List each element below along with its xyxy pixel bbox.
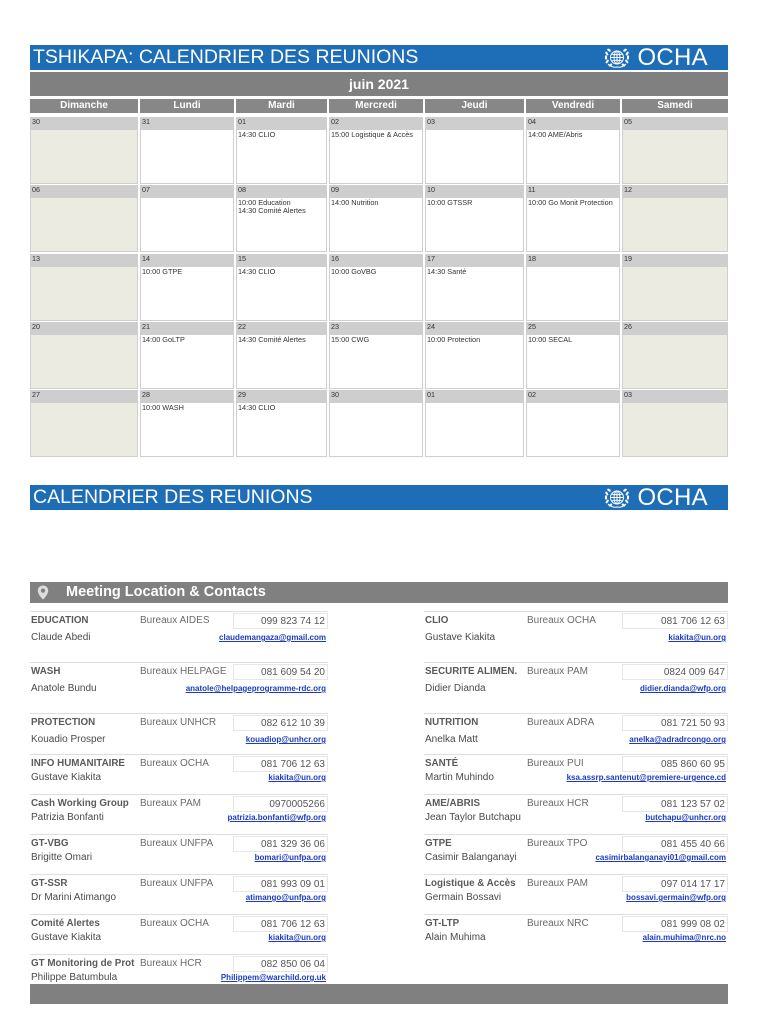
contact-email-link[interactable]: bossavi.germain@wfp.org: [626, 893, 726, 902]
calendar-day: [140, 117, 234, 184]
contact-office: Bureaux UNFPA: [140, 878, 214, 889]
calendar-week: [30, 390, 728, 457]
contact-entry: [424, 611, 728, 662]
day-events: [622, 403, 728, 457]
contact-group-name: GTPE: [425, 838, 452, 849]
contact-phone: 081 455 40 66: [622, 836, 728, 852]
meeting-entry: 10:00 WASH: [142, 403, 184, 413]
contact-person: Germain Bossavi: [425, 892, 502, 903]
contact-phone: 085 860 60 95: [622, 756, 728, 772]
meeting-entry: 10:00 Go Monit Protection: [528, 198, 613, 208]
contact-group-name: PROTECTION: [31, 717, 96, 728]
meeting-entry: 15:00 Logistique & Accès: [331, 130, 413, 139]
month-label: juin 2021: [30, 72, 728, 96]
meeting-entry: 14:00 Nutrition: [331, 198, 379, 208]
contacts-header: [30, 582, 728, 603]
contact-phone: 081 706 12 63: [622, 613, 728, 629]
meeting-entry: 10:00 Education: [238, 198, 291, 208]
calendar-day: [140, 185, 234, 252]
contact-group-name: EDUCATION: [31, 615, 89, 626]
day-number: 13: [30, 254, 138, 267]
contact-phone: 081 999 08 02: [622, 916, 728, 932]
contact-email-link[interactable]: bomari@unfpa.org: [254, 853, 326, 862]
meeting-entry: 14:00 GoLTP: [142, 334, 185, 344]
logo-text: OCHA: [637, 44, 708, 71]
contact-phone: 081 329 36 06: [233, 836, 328, 852]
contact-phone: 081 609 54 20: [233, 664, 328, 680]
contact-entry: [30, 662, 328, 713]
day-number: 24: [425, 322, 524, 335]
contact-group-name: SECURITE ALIMEN.: [425, 666, 518, 677]
meeting-entry: 14:00 AME/Abris: [528, 130, 583, 139]
title-banner: [30, 45, 728, 70]
day-events: [236, 267, 327, 321]
contact-office: Bureaux PUI: [527, 758, 584, 769]
day-events: [30, 198, 138, 252]
contact-email-link[interactable]: kouadiop@unhcr.org: [245, 735, 326, 744]
contact-group-name: GT-LTP: [425, 918, 460, 929]
contact-person: Gustave Kiakita: [425, 632, 496, 643]
calendar-day: [236, 185, 327, 252]
contact-entry: [30, 754, 328, 794]
day-number: 12: [622, 185, 728, 198]
calendar-day: [140, 254, 234, 321]
contact-entry: [424, 874, 728, 914]
calendar-day: [329, 185, 423, 252]
contact-office: Bureaux NRC: [527, 918, 589, 929]
calendar-day: [30, 117, 138, 184]
weekday-monday: Lundi: [140, 99, 234, 113]
calendar-day: [329, 322, 423, 389]
calendar-day: [425, 185, 524, 252]
map-pin-icon: [37, 585, 49, 600]
day-number: 03: [425, 117, 524, 130]
calendar-day: [329, 254, 423, 321]
contact-group-name: NUTRITION: [425, 717, 479, 728]
day-events: [329, 335, 423, 389]
meeting-entry: 14:30 Comité Alertes: [238, 206, 306, 216]
day-number: 20: [30, 322, 138, 335]
day-number: 30: [30, 117, 138, 130]
calendar-day: [425, 322, 524, 389]
calendar-week: [30, 185, 728, 252]
contact-phone: 081 706 12 63: [233, 756, 328, 772]
day-events: [329, 267, 423, 321]
calendar-day: [236, 390, 327, 457]
calendar-day: [622, 117, 728, 184]
contact-group-name: SANTÉ: [425, 758, 459, 769]
calendar-day: [329, 390, 423, 457]
day-events: [622, 267, 728, 321]
contacts-right-column: [424, 611, 728, 983]
contact-office: Bureaux OCHA: [527, 615, 596, 626]
day-events: [140, 335, 234, 389]
contact-email-link[interactable]: kiakita@un.org: [268, 773, 326, 782]
day-number: 02: [329, 117, 423, 130]
day-events: [425, 130, 524, 184]
calendar-day: [526, 390, 620, 457]
contact-office: Bureaux UNFPA: [140, 838, 214, 849]
day-events: [30, 335, 138, 389]
day-events: [425, 267, 524, 321]
contact-office: Bureaux TPO: [527, 838, 588, 849]
contact-office: Bureaux PAM: [527, 878, 588, 889]
second-title-banner: [30, 485, 728, 510]
weekday-header: [30, 99, 728, 113]
day-number: 30: [329, 390, 423, 403]
contact-email-link[interactable]: kiakita@un.org: [668, 633, 726, 642]
contact-entry: [30, 874, 328, 914]
day-events: [526, 130, 620, 184]
calendar-day: [30, 254, 138, 321]
contact-group-name: AME/ABRIS: [425, 798, 480, 809]
contact-phone: 081 123 57 02: [622, 796, 728, 812]
calendar-week: [30, 322, 728, 389]
contact-entry: [424, 914, 728, 954]
weekday-sunday: Dimanche: [30, 99, 138, 113]
calendar-day: [622, 322, 728, 389]
calendar-day: [622, 185, 728, 252]
contact-office: Bureaux HCR: [140, 958, 202, 969]
contact-email-link[interactable]: anelka@adradrcongo.org: [629, 735, 726, 744]
day-events: [526, 335, 620, 389]
day-number: 16: [329, 254, 423, 267]
un-emblem-icon: [602, 486, 632, 510]
contact-email-link[interactable]: Philippem@warchild.org.uk: [220, 973, 326, 982]
contact-person: Dr Marini Atimango: [31, 892, 117, 903]
contact-phone: 081 721 50 93: [622, 715, 728, 731]
contact-phone: 097 014 17 17: [622, 876, 728, 892]
meeting-entry: 14:30 CLIO: [238, 403, 276, 413]
calendar-day: [425, 254, 524, 321]
day-number: 02: [526, 390, 620, 403]
day-events: [30, 403, 138, 457]
contact-person: Claude Abedi: [31, 632, 91, 643]
calendar-day: [140, 322, 234, 389]
contact-entry: [30, 914, 328, 954]
contact-email-link[interactable]: ksa.assrp.santenut@premiere-urgence.cd: [566, 773, 726, 782]
contact-person: Patrizia Bonfanti: [31, 812, 104, 823]
second-title: CALENDRIER DES REUNIONS: [33, 486, 313, 508]
meeting-entry: 10:00 SECAL: [528, 334, 573, 344]
contact-office: Bureaux PAM: [140, 798, 201, 809]
day-events: [526, 198, 620, 252]
contact-group-name: Comité Alertes: [31, 918, 100, 929]
calendar-day: [236, 117, 327, 184]
weekday-thursday: Jeudi: [425, 99, 524, 113]
day-events: [30, 130, 138, 184]
contact-email-link[interactable]: didier.dianda@wfp.org: [639, 684, 726, 693]
calendar-day: [30, 322, 138, 389]
day-number: 01: [425, 390, 524, 403]
day-number: 10: [425, 185, 524, 198]
calendar-day: [526, 117, 620, 184]
day-number: 09: [329, 185, 423, 198]
calendar-day: [526, 185, 620, 252]
day-number: 11: [526, 185, 620, 198]
contact-person: Gustave Kiakita: [31, 772, 102, 783]
contact-entry: [424, 834, 728, 874]
calendar-week: [30, 117, 728, 184]
calendar-day: [526, 254, 620, 321]
calendar-day: [236, 254, 327, 321]
contact-entry: [30, 611, 328, 662]
weekday-saturday: Samedi: [622, 99, 728, 113]
calendar-day: [622, 390, 728, 457]
contact-office: Bureaux AIDES: [140, 615, 210, 626]
ocha-logo: [602, 45, 708, 70]
contact-office: Bureaux UNHCR: [140, 717, 217, 728]
day-events: [425, 198, 524, 252]
contact-office: Bureaux HCR: [527, 798, 589, 809]
day-events: [140, 130, 234, 184]
calendar-day: [140, 390, 234, 457]
day-number: 06: [30, 185, 138, 198]
day-number: 14: [140, 254, 234, 267]
contact-group-name: CLIO: [425, 615, 449, 626]
contact-person: Martin Muhindo: [425, 772, 494, 783]
meeting-entry: 14:30 CLIO: [238, 130, 276, 139]
calendar-day: [30, 185, 138, 252]
contact-entry: [30, 834, 328, 874]
day-number: 01: [236, 117, 327, 130]
contact-email-link[interactable]: kiakita@un.org: [268, 933, 326, 942]
contact-person: Kouadio Prosper: [31, 734, 106, 745]
logo-text: OCHA: [637, 484, 708, 511]
calendar-week: [30, 254, 728, 321]
calendar-day: [30, 390, 138, 457]
calendar-day: [329, 117, 423, 184]
day-events: [526, 267, 620, 321]
footer-bar: [30, 984, 728, 1004]
contact-office: Bureaux OCHA: [140, 918, 209, 929]
day-events: [236, 403, 327, 457]
contact-phone: 099 823 74 12: [233, 613, 328, 629]
day-events: [140, 267, 234, 321]
contact-group-name: INFO HUMANITAIRE: [31, 758, 125, 769]
contact-person: Anelka Matt: [425, 734, 478, 745]
ocha-logo: [602, 485, 708, 510]
contact-email-link[interactable]: alain.muhima@nrc.no: [642, 933, 726, 942]
contact-entry: [30, 794, 328, 834]
contacts-heading: Meeting Location & Contacts: [66, 584, 266, 600]
contact-phone: 0824 009 647: [622, 664, 728, 680]
contact-person: Brigitte Omari: [31, 852, 93, 863]
day-number: 19: [622, 254, 728, 267]
calendar-day: [526, 322, 620, 389]
day-events: [622, 335, 728, 389]
contact-person: Alain Muhima: [425, 932, 486, 943]
day-number: 05: [622, 117, 728, 130]
day-events: [140, 198, 234, 252]
contact-office: Bureaux ADRA: [527, 717, 595, 728]
day-number: 15: [236, 254, 327, 267]
contact-office: Bureaux HELPAGE: [140, 666, 227, 677]
day-number: 21: [140, 322, 234, 335]
day-number: 23: [329, 322, 423, 335]
calendar-grid: [30, 117, 728, 458]
day-events: [329, 198, 423, 252]
contact-group-name: Logistique & Accès: [425, 878, 516, 889]
day-number: 29: [236, 390, 327, 403]
day-number: 17: [425, 254, 524, 267]
day-events: [526, 403, 620, 457]
contact-phone: 082 612 10 39: [233, 715, 328, 731]
contact-group-name: Cash Working Group: [31, 798, 129, 809]
un-emblem-icon: [602, 46, 632, 70]
day-number: 03: [622, 390, 728, 403]
contact-group-name: WASH: [31, 666, 61, 677]
contact-phone: 081 993 09 01: [233, 876, 328, 892]
weekday-tuesday: Mardi: [236, 99, 327, 113]
day-events: [622, 198, 728, 252]
contact-office: Bureaux PAM: [527, 666, 588, 677]
meeting-entry: 15:00 CWG: [331, 334, 370, 344]
day-events: [236, 335, 327, 389]
contact-email-link[interactable]: atimango@unfpa.org: [245, 893, 326, 902]
calendar-day: [425, 390, 524, 457]
day-events: [140, 403, 234, 457]
contact-person: Gustave Kiakita: [31, 932, 102, 943]
page-title: TSHIKAPA: CALENDRIER DES REUNIONS: [33, 46, 419, 68]
contact-person: Jean Taylor Butchapu: [425, 812, 521, 823]
contact-phone: 081 706 12 63: [233, 916, 328, 932]
day-number: 28: [140, 390, 234, 403]
contact-person: Anatole Bundu: [31, 683, 97, 694]
meeting-entry: 14:30 Santé: [427, 266, 467, 276]
contact-office: Bureaux OCHA: [140, 758, 209, 769]
contact-person: Casimir Balanganayi: [425, 852, 517, 863]
meeting-entry: 14:30 CLIO: [238, 266, 276, 276]
day-number: 26: [622, 322, 728, 335]
contact-person: Philippe Batumbula: [31, 972, 118, 983]
contact-group-name: GT Monitoring de Prot: [31, 958, 135, 969]
day-events: [329, 403, 423, 457]
day-number: 31: [140, 117, 234, 130]
day-events: [425, 335, 524, 389]
day-events: [329, 130, 423, 184]
contacts-left-column: [30, 611, 328, 983]
contact-person: Didier Dianda: [425, 683, 486, 694]
contact-group-name: GT-SSR: [31, 878, 68, 889]
contact-phone: 0970005266: [233, 796, 328, 812]
day-events: [30, 267, 138, 321]
meeting-entry: 10:00 GoVBG: [331, 266, 377, 276]
contact-group-name: GT-VBG: [31, 838, 69, 849]
day-events: [236, 198, 327, 252]
meeting-entry: 10:00 GTPE: [142, 266, 183, 276]
contact-phone: 082 850 06 04: [233, 956, 328, 972]
contact-entry: [424, 754, 728, 794]
meeting-entry: 10:00 Protection: [427, 334, 481, 344]
meeting-entry: 10:00 GTSSR: [427, 198, 473, 208]
calendar-day: [425, 117, 524, 184]
contact-email-link[interactable]: butchapu@unhcr.org: [645, 813, 726, 822]
contact-entry: [424, 662, 728, 713]
day-number: 27: [30, 390, 138, 403]
contact-email-link[interactable]: patrizia.bonfanti@wfp.org: [227, 813, 326, 822]
weekday-friday: Vendredi: [526, 99, 620, 113]
day-number: 18: [526, 254, 620, 267]
day-number: 22: [236, 322, 327, 335]
day-number: 07: [140, 185, 234, 198]
weekday-wednesday: Mercredi: [329, 99, 423, 113]
contact-entry: [424, 794, 728, 834]
calendar-day: [622, 254, 728, 321]
day-number: 04: [526, 117, 620, 130]
day-events: [622, 130, 728, 184]
day-events: [425, 403, 524, 457]
meeting-entry: 14:30 Comité Alertes: [238, 334, 306, 344]
day-number: 08: [236, 185, 327, 198]
day-events: [236, 130, 327, 184]
calendar-day: [236, 322, 327, 389]
day-number: 25: [526, 322, 620, 335]
contact-email-link[interactable]: claudemangaza@gmail.com: [219, 633, 326, 642]
contact-email-link[interactable]: casimirbalanganayi01@gmail.com: [595, 853, 726, 862]
contact-email-link[interactable]: anatole@helpageprogramme-rdc.org: [185, 684, 326, 693]
